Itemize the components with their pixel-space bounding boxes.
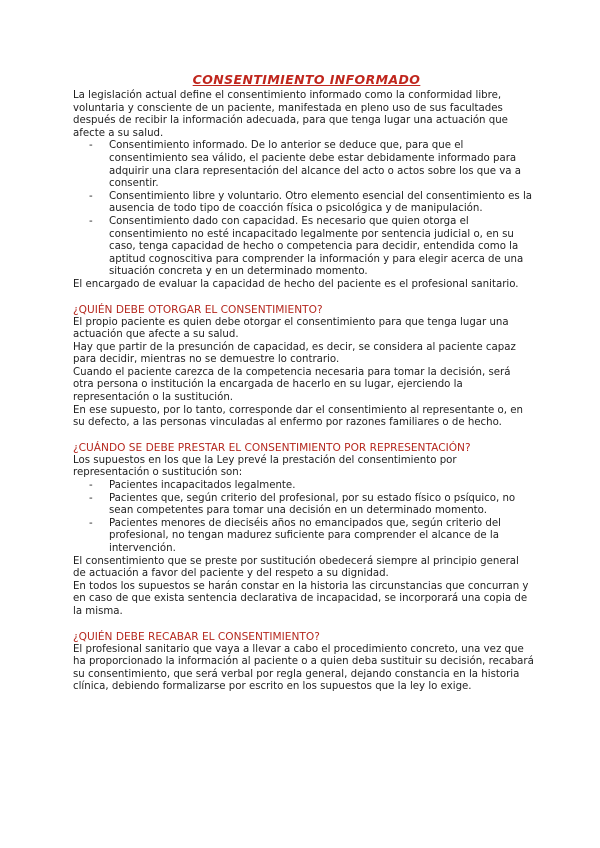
list-item xyxy=(89,190,534,216)
document-title: CONSENTIMIENTO INFORMADO xyxy=(192,72,421,87)
representacion-list xyxy=(73,480,534,556)
dash-bullet: - xyxy=(89,480,93,492)
dash-bullet: - xyxy=(89,492,93,504)
list-item xyxy=(89,215,534,279)
paragraph: Cuando el paciente carezca de la competencia necesaria para tomar la decisión, será otra persona o institución la encargada de hacerlo en su lugar, ejerciendo la representación o la sustitución. xyxy=(73,366,511,404)
paragraph: Hay que partir de la presunción de capacidad, es decir, se considera al paciente capaz para decidir, mientras no se demuestre lo contrario. xyxy=(73,341,516,366)
paragraph: El consentimiento que se preste por sustitución obedecerá siempre al principio general de actuación a favor del paciente y del respeto a su dignidad. xyxy=(73,555,519,580)
dash-bullet: - xyxy=(89,215,93,227)
list-item xyxy=(89,140,534,190)
list-item-text: Pacientes incapacitados legalmente. xyxy=(109,480,296,492)
list-item-text: Consentimiento informado. De lo anterior se deduce que, para que el consentimiento sea válido, el paciente debe estar debidamente informado para adquirir una clara representación del alcance del acto o actos sobre los que va a consentir. xyxy=(109,140,521,190)
paragraph: En ese supuesto, por lo tanto, corresponde dar el consentimiento al representante o, en su defecto, a las personas vinculadas al enfermo por razones familiares o de hecho. xyxy=(73,404,523,429)
list-item-text: Consentimiento libre y voluntario. Otro elemento esencial del consentimiento es la ausencia de todo tipo de coacción física o psicológica y de manipulación. xyxy=(109,190,533,215)
list-item xyxy=(89,492,534,518)
dash-bullet: - xyxy=(89,190,93,202)
list-item xyxy=(89,517,534,556)
intro-paragraph: La legislación actual define el consentimiento informado como la conformidad libre, voluntaria y consciente de un paciente, manifestada en pleno uso de sus facultades después de recibir la información adecuada, para que tenga lugar una actuación que afecte a su salud. xyxy=(73,90,508,139)
list-item xyxy=(89,480,534,493)
list-item-text: Pacientes que, según criterio del profesional, por su estado físico o psíquico, no sean competentes para tomar una decisión en un determinado momento. xyxy=(109,492,516,517)
intro-list xyxy=(73,140,534,279)
paragraph: El profesional sanitario que vaya a llevar a cabo el procedimiento concreto, una vez que ha proporcionado la información al paciente o a quien deba sustituir su decisión, recabará su consentimiento, que será verbal por regla general, dejando constancia en la historia clínica, debiendo formalizarse por escrito en los supuestos que la ley lo exige. xyxy=(73,643,534,693)
intro-closing: El encargado de evaluar la capacidad de hecho del paciente es el profesional sanitario. xyxy=(73,278,519,290)
section-heading-otorgar: ¿QUIÉN DEBE OTORGAR EL CONSENTIMIENTO? xyxy=(73,303,323,316)
section-heading-representacion: ¿CUÁNDO SE DEBE PRESTAR EL CONSENTIMIENTO POR REPRESENTACIÓN? xyxy=(73,441,471,454)
paragraph: Los supuestos en los que la Ley prevé la prestación del consentimiento por representación o sustitución son: xyxy=(73,454,457,479)
dash-bullet: - xyxy=(89,517,93,529)
dash-bullet: - xyxy=(89,140,93,152)
list-item-text: Consentimiento dado con capacidad. Es necesario que quien otorga el consentimiento no esté incapacitado legalmente por sentencia judicial o, en su caso, tenga capacidad de hecho o competencia para decidir, entendida como la aptitud cognoscitiva para comprender la información y para elegir acerca de una situación concreta y en un determinado momento. xyxy=(109,215,524,278)
section-heading-recabar: ¿QUIÉN DEBE RECABAR EL CONSENTIMIENTO? xyxy=(73,630,320,643)
list-item-text: Pacientes menores de dieciséis años no emancipados que, según criterio del profesional, no tengan madurez suficiente para comprender el alcance de la intervención. xyxy=(109,517,501,554)
paragraph: En todos los supuestos se harán constar en la historia las circunstancias que concurran y en caso de que exista sentencia declarativa de incapacidad, se incorporará una copia de la misma. xyxy=(73,580,529,617)
paragraph: El propio paciente es quien debe otorgar el consentimiento para que tenga lugar una actuación que afecte a su salud. xyxy=(73,316,509,341)
